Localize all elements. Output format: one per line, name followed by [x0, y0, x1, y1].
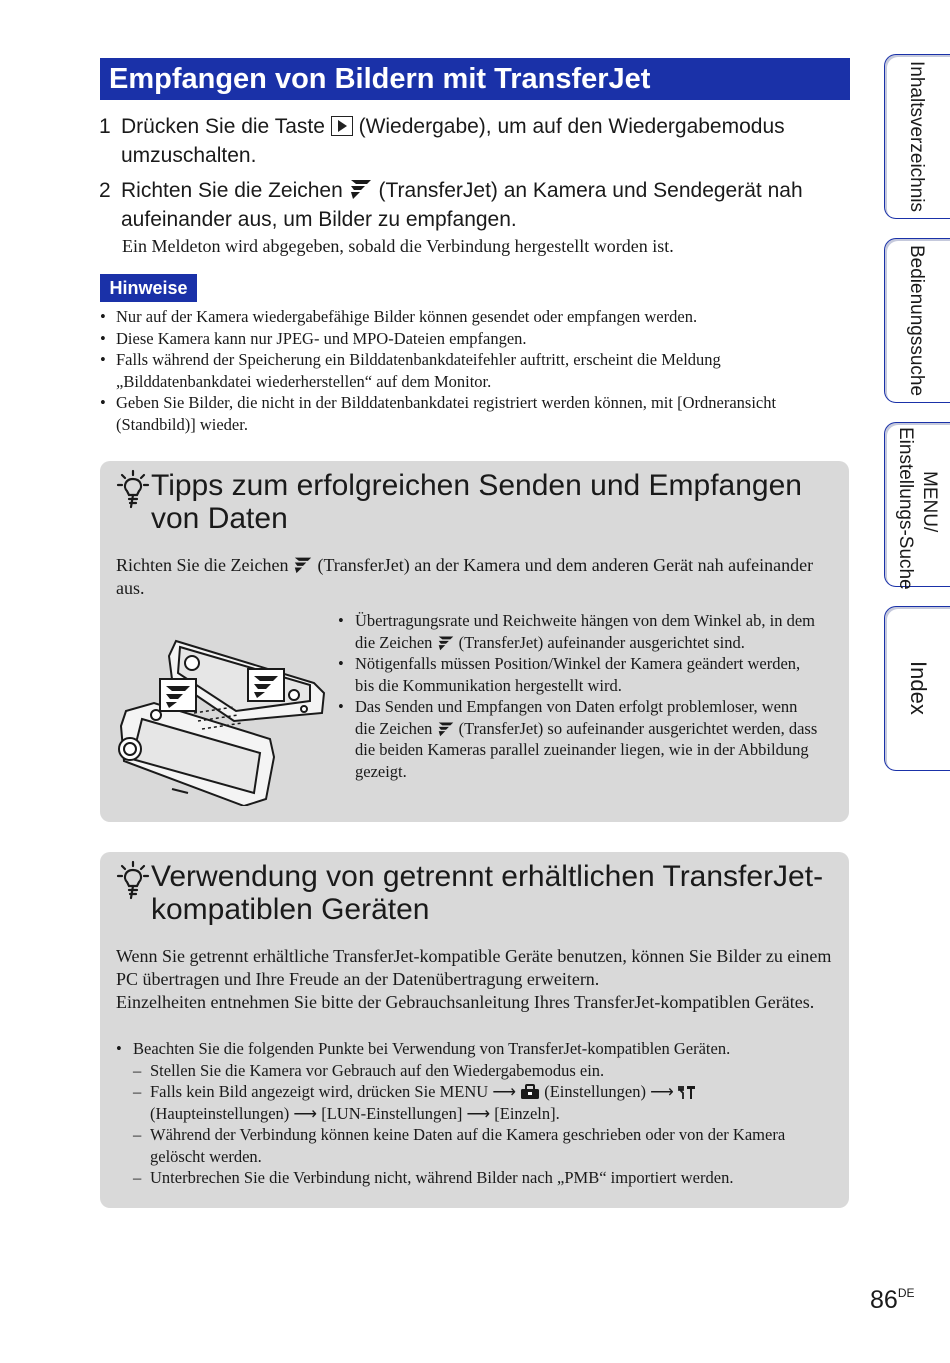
sub-item-text: (Einstellungen) [544, 1082, 646, 1101]
tip-intro-text: Richten Sie die Zeichen [116, 555, 289, 575]
sub-item-text: Unterbrechen Sie die Verbindung nicht, während Bilder nach „PMB“ importiert werden. [150, 1168, 734, 1187]
sub-list-item [133, 1167, 836, 1189]
list-item [338, 610, 818, 653]
tip-paragraph: Wenn Sie getrennt erhältliche TransferJet-kompatible Geräte benutzen, können Sie Bilder zu einem PC übertragen und Ihre Freude an der Datenübertragung erweitern. [116, 946, 832, 989]
step-text: (TransferJet) an Kamera und Sendegerät nah [378, 179, 803, 202]
tab-index[interactable] [884, 606, 950, 771]
tab-label: MENU/ [919, 471, 940, 533]
lightbulb-icon [116, 469, 150, 509]
list-item [116, 1038, 836, 1189]
list-item-text: (TransferJet) aufeinander ausgerichtet sind. [458, 632, 745, 652]
list-item: • Diese Kamera kann nur JPEG- und MPO-Dateien empfangen. [100, 328, 830, 350]
arrow-icon: ⟶ [650, 1082, 674, 1101]
tip-paragraph: Einzelheiten entnehmen Sie bitte der Gebrauchsanleitung Ihres TransferJet-kompatiblen Gerätes. [116, 992, 815, 1012]
sub-list-item [133, 1124, 836, 1167]
list-item: • Falls während der Speicherung ein Bilddatenbankdateifehler auftritt, erscheint die Meldung „Bilddatenbankdatei wiederherstellen“ auf dem Monitor. [100, 349, 830, 392]
lightbulb-icon [116, 860, 150, 900]
step-2 [99, 176, 849, 234]
tab-operation-search[interactable] [884, 238, 950, 403]
tip-list [338, 610, 818, 782]
notes-list [100, 306, 830, 435]
camera-illustration [114, 611, 326, 806]
sub-item-text: Stellen Sie die Kamera vor Gebrauch auf den Wiedergabemodus ein. [150, 1060, 605, 1080]
tip-intro [116, 554, 836, 600]
tab-label: Index [906, 661, 931, 715]
tip-list [116, 1038, 836, 1189]
tip-box-transfer [100, 461, 849, 822]
page-title: Empfangen von Bildern mit TransferJet [100, 58, 850, 100]
tab-label: Inhaltsverzeichnis [906, 61, 927, 213]
transferjet-icon [293, 556, 313, 574]
tip-box-compatible [100, 852, 849, 1208]
page-number [870, 1286, 914, 1315]
step-number: 1 [99, 115, 111, 138]
step-note: Ein Meldeton wird abgegeben, sobald die Verbindung hergestellt worden ist. [122, 236, 674, 256]
transferjet-icon [437, 635, 455, 651]
arrow-icon: ⟶ [293, 1103, 318, 1123]
transferjet-icon [349, 178, 373, 200]
step-text: Richten Sie die Zeichen [121, 179, 343, 202]
arrow-icon: ⟶ [492, 1082, 516, 1101]
sub-list [133, 1060, 836, 1189]
tab-menu-settings-search[interactable] [884, 422, 950, 590]
sub-item-text: Falls kein Bild angezeigt wird, drücken Sie MENU [150, 1082, 489, 1101]
step-1 [99, 112, 849, 170]
list-item [338, 696, 818, 782]
tip-title: Verwendung von getrennt erhältlichen TransferJet-kompatiblen Geräten [151, 860, 824, 926]
sub-item-text: [Einzeln]. [494, 1103, 560, 1123]
list-item: • Geben Sie Bilder, die nicht in der Bilddatenbankdatei registriert werden können, mit [Ordneransicht (Standbild)] wieder. [100, 392, 830, 435]
notes-badge: Hinweise [100, 274, 197, 302]
transferjet-icon [437, 721, 455, 737]
page-number-value: 86 [870, 1286, 898, 1314]
list-item: • Nur auf der Kamera wiedergabefähige Bilder können gesendet oder empfangen werden. [100, 306, 830, 328]
sub-item-text: Während der Verbindung können keine Daten auf die Kamera geschrieben oder von der Kamera gelöscht werden. [150, 1125, 786, 1166]
list-item: • Nötigenfalls müssen Position/Winkel der Kamera geändert werden, bis die Kommunikation hergestellt wird. [338, 653, 818, 696]
arrow-icon: ⟶ [466, 1103, 491, 1123]
list-item-text: Das Senden und Empfangen von Daten erfolgt problemloser, wenn die Zeichen [355, 697, 798, 738]
wrench-icon [678, 1084, 696, 1100]
step-text: aufeinander aus, um Bilder zu empfangen. [121, 208, 517, 231]
step-text: Drücken Sie die Taste [121, 115, 325, 138]
list-item-text: (TransferJet) so aufeinander ausgerichtet werden, dass die beiden Kameras parallel zueinander liegen, wie in der Abbildung gezeigt. [355, 718, 818, 781]
step-text: umzuschalten. [121, 144, 257, 167]
list-item-text: Übertragungsrate und Reichweite hängen von dem Winkel ab, in dem die Zeichen [355, 611, 815, 652]
page-language-code: DE [897, 1286, 915, 1300]
tip-intro-text: (TransferJet) an der Kamera und dem anderen Gerät nah aufeinander aus. [116, 555, 814, 598]
play-icon [331, 116, 353, 136]
sub-item-text: [LUN-Einstellungen] [321, 1103, 463, 1123]
tab-label: Einstellungs-Suche [895, 427, 916, 590]
sub-item-text: (Haupteinstellungen) [150, 1103, 290, 1123]
list-item-text: Beachten Sie die folgenden Punkte bei Verwendung von TransferJet-kompatiblen Geräten. [133, 1039, 731, 1058]
tab-table-of-contents[interactable] [884, 54, 950, 219]
tip-title: Tipps zum erfolgreichen Senden und Empfangen von Daten [151, 469, 802, 535]
toolbox-icon [520, 1084, 540, 1100]
sub-list-item [133, 1060, 836, 1082]
step-number: 2 [99, 179, 111, 202]
sub-list-item [133, 1081, 836, 1124]
step-text: (Wiedergabe), um auf den Wiedergabemodus [358, 115, 785, 138]
tab-label: Bedienungssuche [906, 245, 927, 397]
